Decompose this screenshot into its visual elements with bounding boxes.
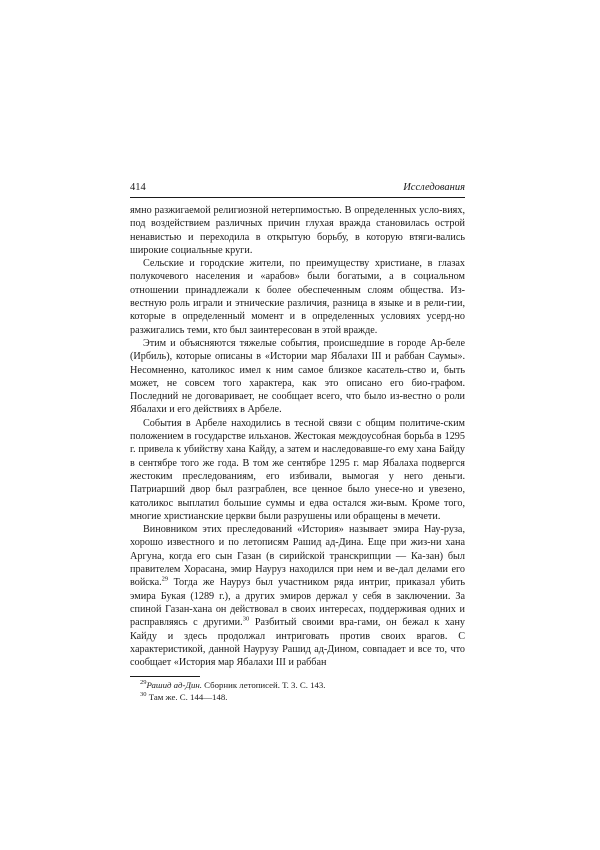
page-number: 414 [130, 182, 146, 193]
footnote [130, 692, 465, 704]
paragraph [130, 257, 465, 337]
paragraph-text: Тогда же Науруз был участником ряда интриг, приказал убить эмира Букая (1289 г.), а других эмиров держал у себя в заключении. За спиной Газан-хана он действовал в своих интересах, поддерживая одних и расправляясь с другими. [130, 577, 465, 629]
paragraph-text: ямно разжигаемой религиозной нетерпимостью. В определенных усло-виях, под воздействием различных причин глухая вражда становилась острой ненавистью и переходила в открытую борьбу, в которую втяги-вались широкие социальные круги. [130, 205, 465, 256]
footnote-number: 30 [140, 690, 147, 698]
paragraph [130, 337, 465, 417]
footnote [130, 680, 465, 692]
paragraph-text: События в Арбеле находились в тесной связи с общим политиче-ским положением в государстве ильханов. Жестокая междоусобная борьба в 1295 г. привела к убийству хана Кайду, а затем и наследовавше-го ему хана Байду в сентябре того же года. В том же сентябре 1295 г. мар Ябалаха подвергся жестоким преследованиям, его избивали, вымогая у него деньги. Патриарший двор был разграблен, все ценное было унесе-но и увезено, католикос выплатил большие суммы и едва остался жи-вым. Кроме того, многие христианские церкви были разрушены или обращены в мечети. [130, 417, 465, 522]
paragraph-text: Этим и объясняются тяжелые события, происшедшие в городе Ар-беле (Ирбиль), которые описаны в «Истории мар Ябалахи III и раббан Саумы». Несомненно, католикос имел к ним самое близкое касатель-ство и, быть может, не совсем того характера, как это описано его био-графом. Последний не договаривает, не сообщает всего, что было из-вестно о роли Ябалахи и его действиях в Арбеле. [130, 337, 465, 416]
footnote-text: Сборник летописей. Т. 3. С. 143. [201, 680, 326, 691]
body-text [130, 204, 465, 669]
footnotes [130, 673, 465, 703]
footnote-ref[interactable]: 30 [242, 615, 250, 623]
paragraph-text: Разбитый своими вра-гами, он бежал к хану Кайду и здесь продолжал интриговать против своих врагов. С характеристикой, данной Наурузу Рашид ад-Дином, совпадает и все то, что сообщает «История мар Ябалахи III и раббан [130, 617, 465, 669]
paragraph [130, 417, 465, 523]
paragraph-text: Виновником этих преследований «История» называет эмира Нау-руза, хорошо известного и по летописям Рашид ад-Дина. Еще при жиз-ни хана Аргуна, когда его сын Газан (в сирийской транскрипции — Ка-зан) был правителем Хорасана, эмир Науруз находился при нем и ве-дал делами его войска. [130, 524, 465, 589]
book-page [130, 181, 465, 703]
footnote-number: 29 [140, 679, 147, 687]
running-head [130, 181, 465, 198]
section-title: Исследования [403, 182, 465, 193]
footnote-rule [130, 676, 200, 677]
footnote-ref[interactable]: 29 [161, 575, 169, 583]
paragraph [130, 523, 465, 669]
paragraph [130, 204, 465, 257]
paragraph-text: Сельские и городские жители, по преимуществу христиане, в глазах полукочевого населения и «арабов» были богатыми, а в социальном отношении принадлежали к более обеспеченным слоям общества. Из-вестную роль играли и этнические различия, разница в языке и в рели-гии, которые в определенный момент и в определенных условиях усерд-но разжигались теми, кто был заинтересован в этой вражде. [130, 258, 465, 336]
footnote-text: Там же. С. 144—148. [146, 691, 228, 702]
footnote-author: Рашид ад-Дин. [146, 680, 202, 691]
